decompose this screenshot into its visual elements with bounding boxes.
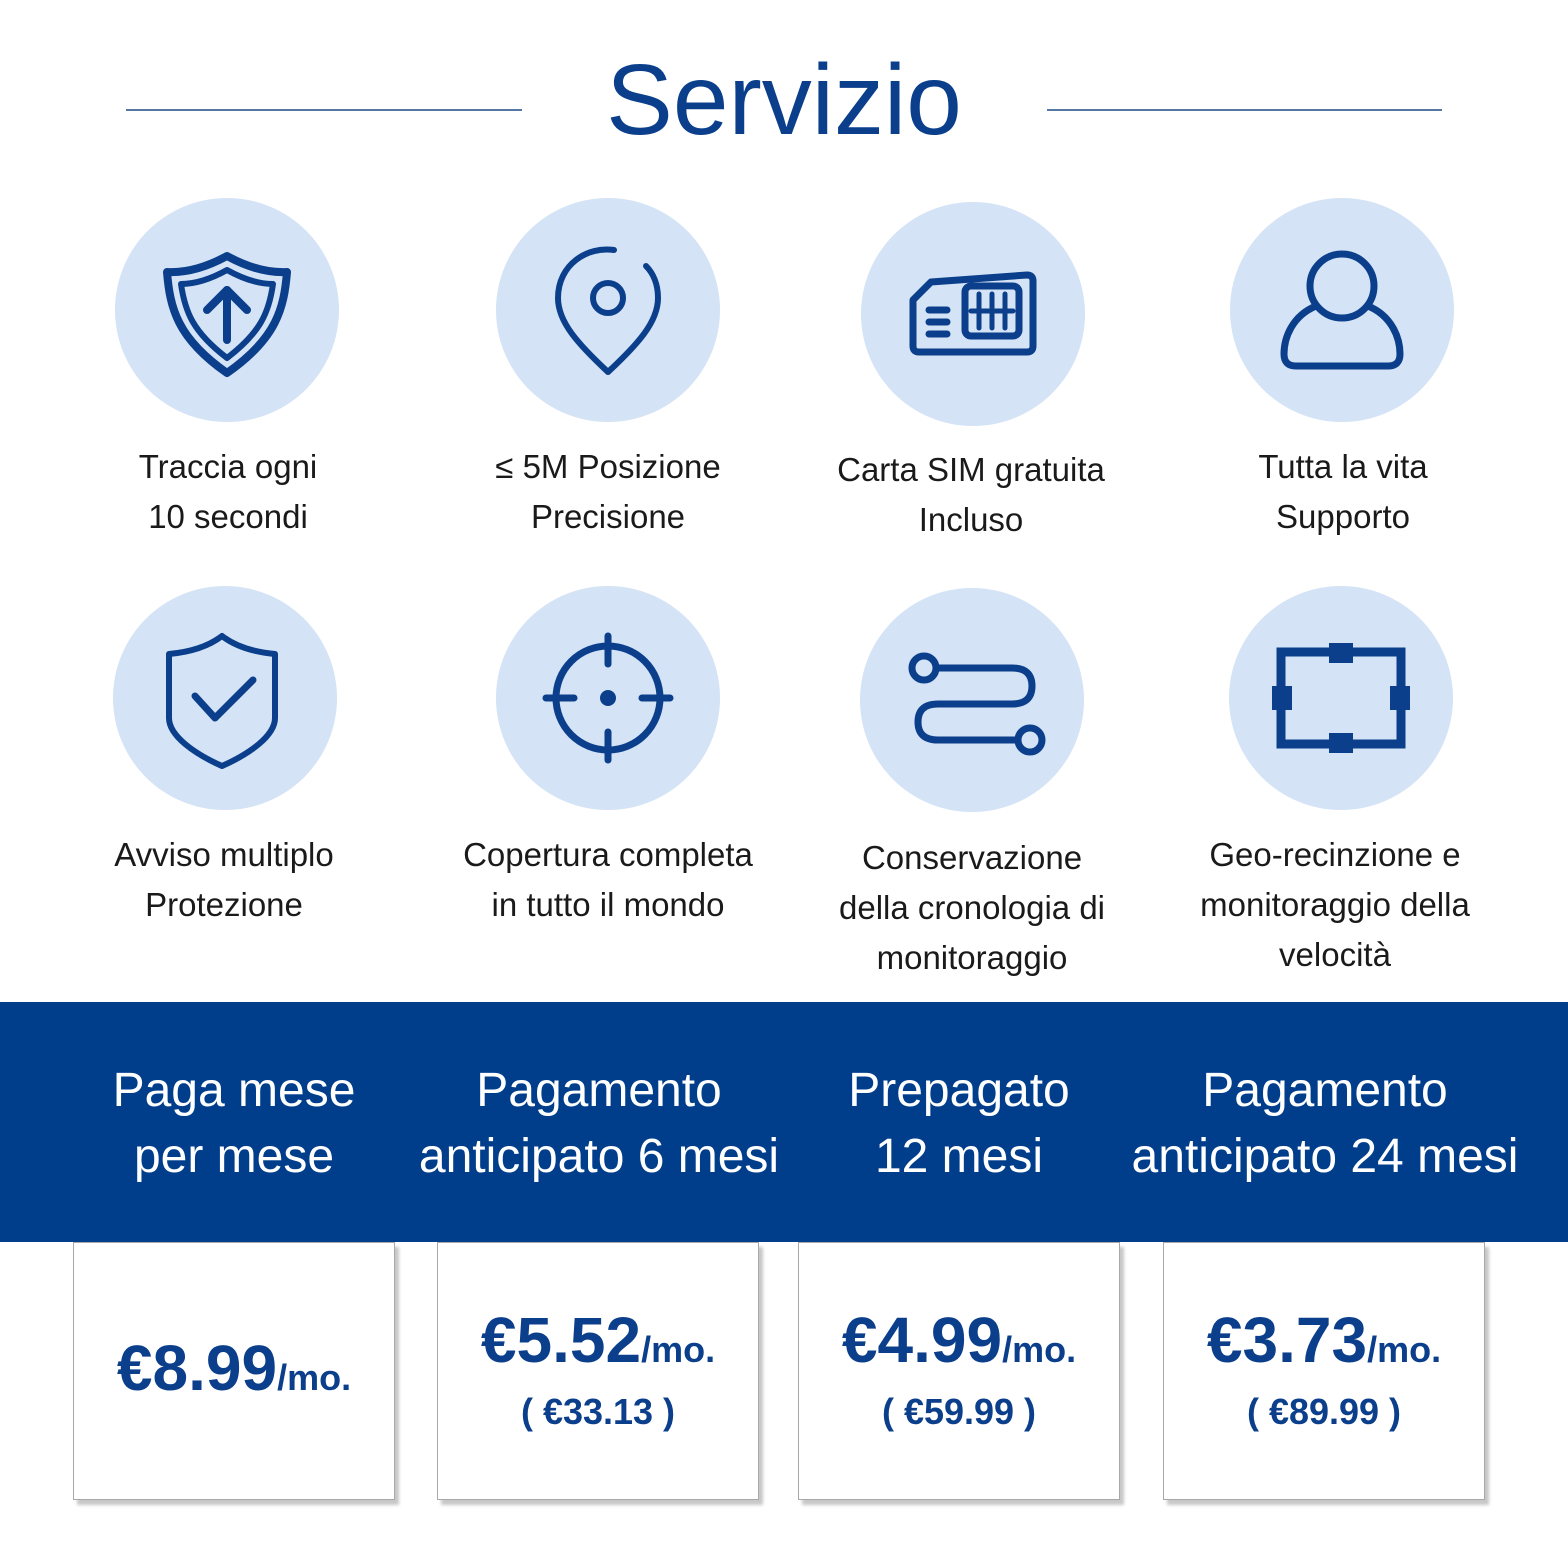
location-pin-icon [496, 198, 720, 422]
title-divider-right [1047, 109, 1442, 111]
feature-label: Precisione [530, 498, 686, 535]
plan-title-line: anticipato 6 mesi [418, 1130, 780, 1183]
price-card-monthly[interactable] [73, 1242, 395, 1500]
plan-title-line: Pagamento [1202, 1064, 1448, 1117]
feature-label: ≤ 5M Posizione [495, 448, 721, 485]
price-unit: /mo. [641, 1329, 716, 1370]
feature-label: in tutto il mondo [491, 886, 725, 923]
price-amount: €4.99 [841, 1304, 1003, 1376]
price-value [438, 1303, 758, 1377]
price-unit: /mo. [1367, 1329, 1442, 1370]
route-icon [860, 588, 1084, 812]
feature-label: Conservazione [861, 839, 1083, 876]
feature-label: Tutta la vita [1258, 448, 1428, 485]
price-card-12-months[interactable] [798, 1242, 1120, 1500]
crosshair-icon [496, 586, 720, 810]
price-unit: /mo. [277, 1357, 352, 1398]
price-amount: €3.73 [1206, 1304, 1368, 1376]
feature-label: della cronologia di [838, 889, 1105, 926]
price-card-6-months[interactable] [437, 1242, 759, 1500]
title-divider-left [126, 109, 522, 111]
plan-title-line: 12 mesi [874, 1130, 1044, 1183]
page-title: Servizio [606, 44, 962, 156]
feature-label: velocità [1279, 936, 1391, 973]
feature-label: Avviso multiplo [114, 836, 334, 873]
user-icon [1230, 198, 1454, 422]
feature-label: monitoraggio [876, 939, 1068, 976]
sim-card-icon [861, 202, 1085, 426]
geofence-icon [1229, 586, 1453, 810]
price-value [74, 1331, 394, 1405]
price-value [799, 1303, 1119, 1377]
price-amount: €8.99 [116, 1332, 278, 1404]
plan-title-line: Prepagato [848, 1064, 1070, 1117]
shield-arrow-up-icon [115, 198, 339, 422]
feature-label: monitoraggio della [1200, 886, 1470, 923]
price-total: ( €59.99 ) [881, 1391, 1037, 1432]
feature-label: Supporto [1276, 498, 1410, 535]
plan-title-line: Pagamento [476, 1064, 722, 1117]
price-total: ( €89.99 ) [1246, 1391, 1402, 1432]
feature-label: 10 secondi [148, 498, 308, 535]
shield-check-icon [113, 586, 337, 810]
plan-title-line: Paga mese [112, 1064, 356, 1117]
price-card-24-months[interactable] [1163, 1242, 1485, 1500]
feature-label: Traccia ogni [138, 448, 318, 485]
plan-6-months-title [399, 1058, 799, 1190]
plan-monthly-title [73, 1058, 395, 1190]
price-value [1164, 1303, 1484, 1377]
plan-title-line: anticipato 24 mesi [1131, 1130, 1519, 1183]
price-amount: €5.52 [480, 1304, 642, 1376]
plan-12-months-title [798, 1058, 1120, 1190]
feature-label: Carta SIM gratuita [837, 451, 1105, 488]
feature-label: Geo-recinzione e [1209, 836, 1461, 873]
feature-label: Incluso [918, 501, 1024, 538]
feature-label: Protezione [145, 886, 303, 923]
price-total: ( €33.13 ) [520, 1391, 676, 1432]
plan-title-line: per mese [133, 1130, 335, 1183]
price-unit: /mo. [1002, 1329, 1077, 1370]
plan-24-months-title [1120, 1058, 1530, 1190]
feature-label: Copertura completa [463, 836, 753, 873]
